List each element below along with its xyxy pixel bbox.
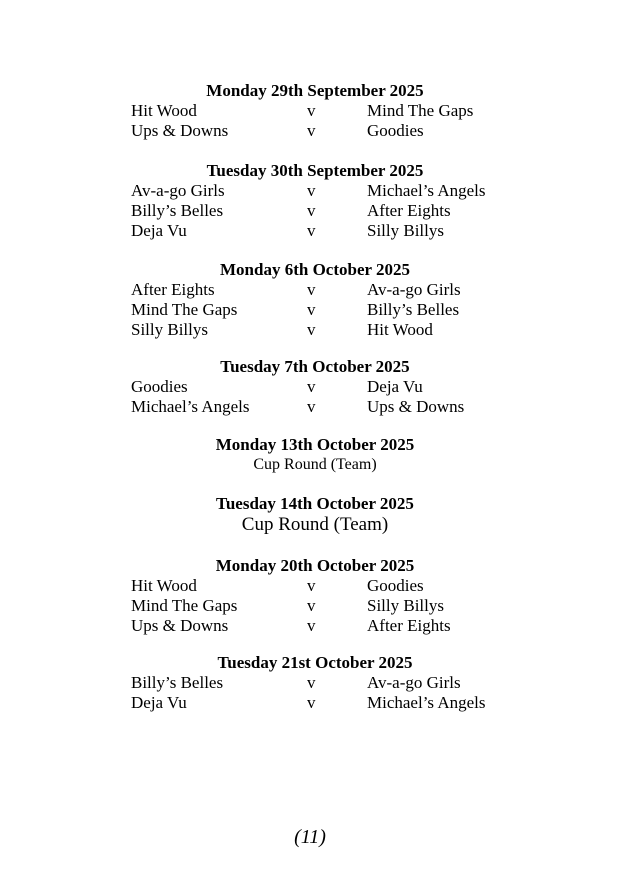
away-team: Av-a-go Girls <box>367 280 461 299</box>
versus-label: v <box>307 596 316 615</box>
fixture-section <box>131 161 501 241</box>
fixture-row <box>131 121 501 141</box>
home-team: Ups & Downs <box>131 616 229 635</box>
fixture-row <box>131 280 501 300</box>
fixture-row <box>131 596 501 616</box>
home-team: Billy’s Belles <box>131 201 224 220</box>
fixture-section <box>131 435 501 475</box>
versus-label: v <box>307 300 316 319</box>
away-team: Goodies <box>367 576 424 595</box>
versus-label: v <box>307 377 316 396</box>
home-team: Hit Wood <box>131 576 197 595</box>
fixture-row <box>131 673 501 693</box>
away-team: Av-a-go Girls <box>367 673 461 692</box>
away-team: Michael’s Angels <box>367 181 486 200</box>
away-team: After Eights <box>367 201 451 220</box>
versus-label: v <box>307 201 316 220</box>
fixture-section <box>131 653 501 713</box>
away-team: Mind The Gaps <box>367 101 474 120</box>
fixture-row <box>131 320 501 340</box>
away-team: Deja Vu <box>367 377 423 396</box>
home-team: Silly Billys <box>131 320 208 339</box>
home-team: Deja Vu <box>131 693 187 712</box>
versus-label: v <box>307 616 316 635</box>
fixture-row <box>131 616 501 636</box>
away-team: Goodies <box>367 121 424 140</box>
date-heading: Monday 29th September 2025 <box>206 81 424 100</box>
home-team: Goodies <box>131 377 188 396</box>
home-team: Mind The Gaps <box>131 596 238 615</box>
home-team: Michael’s Angels <box>131 397 250 416</box>
home-team: Ups & Downs <box>131 121 229 140</box>
fixture-row <box>131 397 501 417</box>
home-team: Hit Wood <box>131 101 197 120</box>
fixture-row <box>131 576 501 596</box>
fixture-row <box>131 693 501 713</box>
fixture-row <box>131 221 501 241</box>
date-heading: Tuesday 14th October 2025 <box>216 494 414 513</box>
versus-label: v <box>307 320 316 339</box>
date-heading: Monday 6th October 2025 <box>220 260 410 279</box>
date-heading: Tuesday 30th September 2025 <box>206 161 424 180</box>
versus-label: v <box>307 280 316 299</box>
away-team: Michael’s Angels <box>367 693 486 712</box>
versus-label: v <box>307 673 316 692</box>
home-team: Deja Vu <box>131 221 187 240</box>
home-team: Mind The Gaps <box>131 300 238 319</box>
fixture-section <box>131 556 501 636</box>
page-number: (11) <box>294 826 326 848</box>
cup-round-note: Cup Round (Team) <box>241 514 389 535</box>
fixture-row <box>131 181 501 201</box>
versus-label: v <box>307 101 316 120</box>
away-team: Ups & Downs <box>367 397 465 416</box>
away-team: Silly Billys <box>367 596 444 615</box>
versus-label: v <box>307 397 316 416</box>
versus-label: v <box>307 181 316 200</box>
date-heading: Tuesday 7th October 2025 <box>220 357 410 376</box>
date-heading: Monday 13th October 2025 <box>215 435 415 454</box>
home-team: After Eights <box>131 280 215 299</box>
away-team: After Eights <box>367 616 451 635</box>
versus-label: v <box>307 693 316 712</box>
away-team: Billy’s Belles <box>367 300 460 319</box>
fixture-section <box>131 81 501 141</box>
date-heading: Monday 20th October 2025 <box>215 556 415 575</box>
versus-label: v <box>307 576 316 595</box>
home-team: Billy’s Belles <box>131 673 224 692</box>
fixture-section <box>131 494 501 536</box>
date-heading: Tuesday 21st October 2025 <box>217 653 413 672</box>
fixture-row <box>131 101 501 121</box>
away-team: Hit Wood <box>367 320 433 339</box>
fixture-list <box>131 81 501 713</box>
cup-round-note: Cup Round (Team) <box>253 456 377 473</box>
fixture-row <box>131 201 501 221</box>
versus-label: v <box>307 121 316 140</box>
fixture-section <box>131 357 501 417</box>
versus-label: v <box>307 221 316 240</box>
home-team: Av-a-go Girls <box>131 181 225 200</box>
fixture-row <box>131 377 501 397</box>
away-team: Silly Billys <box>367 221 444 240</box>
fixture-section <box>131 260 501 340</box>
fixture-row <box>131 300 501 320</box>
